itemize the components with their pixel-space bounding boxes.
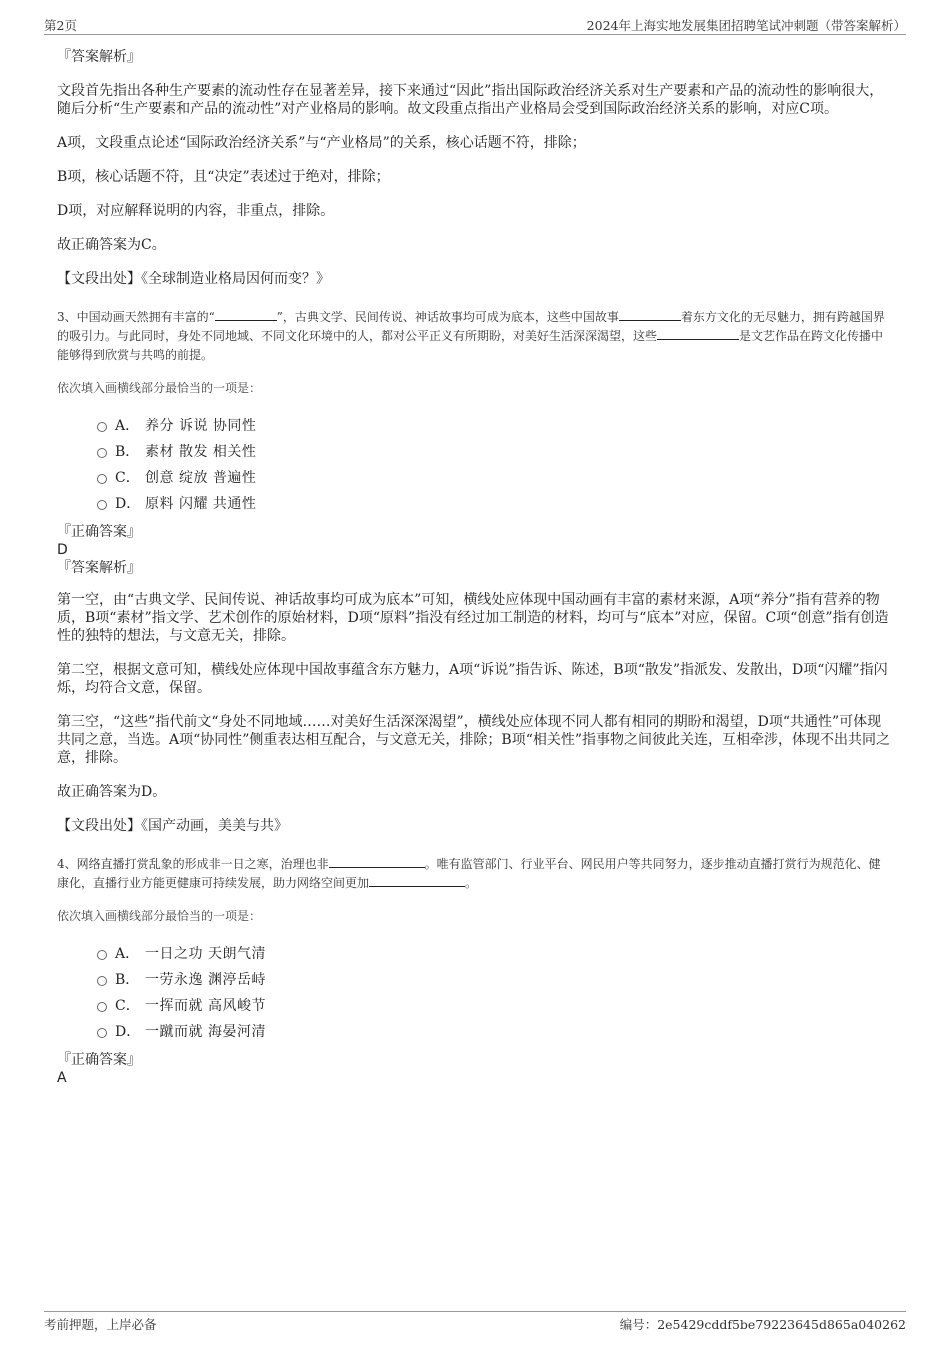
footer-slogan: 考前押题，上岸必备 bbox=[44, 1317, 157, 1332]
correct-answer: D bbox=[57, 542, 68, 558]
page-header bbox=[44, 14, 906, 35]
analysis-conclusion: 故正确答案为D。 bbox=[57, 784, 167, 800]
option-a[interactable]: A． 养分 诉说 协同性 bbox=[57, 413, 891, 439]
option-b[interactable]: B． 一劳永逸 渊渟岳峙 bbox=[57, 967, 891, 993]
analysis-paragraph: 第一空，由“古典文学、民间传说、神话故事均可成为底本”可知，横线处应体现中国动画有丰富的素材来源，A项“养分”指有营养的物质，B项“素材”指文学、艺术创作的原始材料，D项“原料”指没有经过加工制造的材料，均可与“底本”对应，保留。C项“创意”指有创造性的独特的想法，与文意无关，排除。 bbox=[57, 592, 889, 644]
analysis-paragraph: 文段首先指出各种生产要素的流动性存在显著差异，接下来通过“因此”指出国际政治经济关系对生产要素和产品的流动性的影响很大，随后分析“生产要素和产品的流动性”对产业格局的影响。故文段重点指出产业格局会受到国际政治经济关系的影响，对应C项。 bbox=[57, 83, 884, 117]
document-title: 2024年上海实地发展集团招聘笔试冲刺题（带答案解析） bbox=[586, 18, 906, 33]
options-list bbox=[57, 941, 891, 1045]
analysis-paragraph: A项，文段重点论述“国际政治经济关系”与“产业格局”的关系，核心话题不符，排除； bbox=[57, 135, 586, 151]
radio-button[interactable] bbox=[97, 500, 107, 510]
fill-blank bbox=[215, 308, 277, 321]
fill-blank bbox=[619, 308, 681, 321]
radio-button[interactable] bbox=[97, 950, 107, 960]
radio-button[interactable] bbox=[97, 1028, 107, 1038]
page-number: 第2页 bbox=[44, 18, 77, 33]
options-list bbox=[57, 413, 891, 517]
correct-answer: A bbox=[57, 1070, 67, 1086]
option-a[interactable]: A． 一日之功 天朗气清 bbox=[57, 941, 891, 967]
analysis-conclusion: 故正确答案为C。 bbox=[57, 237, 166, 253]
analysis-paragraph: 第二空，根据文意可知，横线处应体现中国故事蕴含东方魅力，A项“诉说”指告诉、陈述，B项“散发”指派发、发散出，D项“闪耀”指闪烁，均符合文意，保留。 bbox=[57, 662, 888, 696]
text-source: 【文段出处】《全球制造业格局因何而变？》 bbox=[57, 271, 330, 287]
option-c[interactable]: C． 创意 绽放 普遍性 bbox=[57, 465, 891, 491]
radio-button[interactable] bbox=[97, 474, 107, 484]
page-content bbox=[57, 44, 891, 1087]
question-prompt: 依次填入画横线部分最恰当的一项是： bbox=[57, 909, 262, 923]
answer-label: 『正确答案』 bbox=[57, 1052, 141, 1068]
analysis-paragraph: B项，核心话题不符，且“决定”表述过于绝对，排除； bbox=[57, 169, 390, 185]
radio-button[interactable] bbox=[97, 448, 107, 458]
option-b[interactable]: B． 素材 散发 相关性 bbox=[57, 439, 891, 465]
option-c[interactable]: C． 一挥而就 高风峻节 bbox=[57, 993, 891, 1019]
document-code: 编号：2e5429cddf5be79223645d865a040262 bbox=[619, 1317, 906, 1332]
fill-blank bbox=[657, 327, 739, 340]
question-3-stem: 3、中国动画天然拥有丰富的“ ”，古典文学、民间传说、神话故事均可成为底本，这些中国故事 着东方文化的无尽魅力，拥有跨越国界的吸引力。与此同时，身处不同地域、不同文化环境中的人，都对公平正义有所期盼，对美好生活深深渴望，这些 是文艺作品在跨文化传播中能够得到欣赏与共鸣的前提。 bbox=[57, 310, 885, 362]
text-source: 【文段出处】《国产动画，美美与共》 bbox=[57, 818, 288, 834]
option-d[interactable]: D． 原料 闪耀 共通性 bbox=[57, 491, 891, 517]
answer-label: 『正确答案』 bbox=[57, 524, 141, 540]
page-footer bbox=[44, 1311, 906, 1332]
analysis-paragraph: D项，对应解释说明的内容，非重点，排除。 bbox=[57, 203, 335, 219]
radio-button[interactable] bbox=[97, 1002, 107, 1012]
question-4-stem: 4、网络直播打赏乱象的形成非一日之寒，治理也非 。唯有监管部门、行业平台、网民用户等共同努力，逐步推动直播打赏行为规范化、健康化，直播行业方能更健康可持续发展，助力网络空间更加 。 bbox=[57, 857, 881, 890]
radio-button[interactable] bbox=[97, 976, 107, 986]
fill-blank bbox=[329, 855, 425, 868]
radio-button[interactable] bbox=[97, 422, 107, 432]
option-d[interactable]: D． 一蹴而就 海晏河清 bbox=[57, 1019, 891, 1045]
analysis-paragraph: 第三空，“这些”指代前文“身处不同地域……对美好生活深深渴望”，横线处应体现不同人都有相同的期盼和渴望，D项“共通性”可体现共同之意，当选。A项“协同性”侧重表达相互配合，与文意无关，排除；B项“相关性”指事物之间彼此关连，互相牵涉，体现不出共同之意，排除。 bbox=[57, 714, 891, 766]
fill-blank bbox=[369, 874, 465, 887]
analysis-label: 『答案解析』 bbox=[57, 560, 141, 576]
analysis-label: 『答案解析』 bbox=[57, 49, 141, 65]
question-prompt: 依次填入画横线部分最恰当的一项是： bbox=[57, 381, 262, 395]
